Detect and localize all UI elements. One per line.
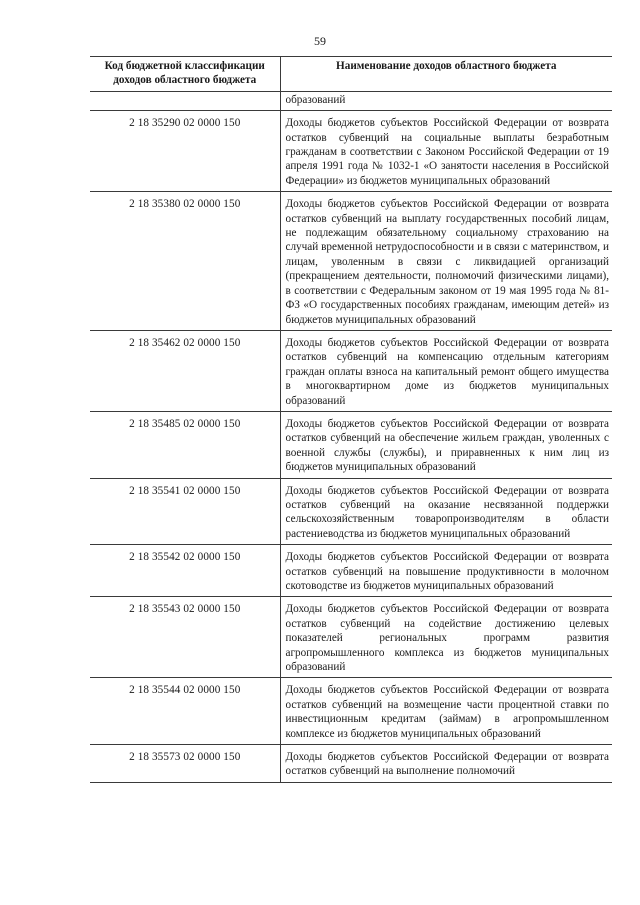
table-row xyxy=(90,678,612,745)
row-name: Доходы бюджетов субъектов Российской Федерации от возврата остатков субвенций на возмещение части процентной ставки по инвестиционным кредитам (займам) в агропромышленном комплексе из бюджетов муниципальных образований xyxy=(280,678,612,745)
row-code: 2 18 35544 02 0000 150 xyxy=(90,678,280,745)
row-name: Доходы бюджетов субъектов Российской Федерации от возврата остатков субвенций на оказание несвязанной поддержки сельскохозяйственным товаропроизводителям в области растениеводства из бюджетов муниципальных образований xyxy=(280,478,612,545)
table-row xyxy=(90,330,612,411)
row-name: Доходы бюджетов субъектов Российской Федерации от возврата остатков субвенций на повышение продуктивности в молочном скотоводстве из бюджетов муниципальных образований xyxy=(280,545,612,597)
row-name: образований xyxy=(280,91,612,110)
row-name: Доходы бюджетов субъектов Российской Федерации от возврата остатков субвенций на обеспечение жильем граждан, уволенных с военной службы (службы), и приравненных к ним лиц из бюджетов муниципальных образований xyxy=(280,411,612,478)
row-code: 2 18 35542 02 0000 150 xyxy=(90,545,280,597)
page-number: 59 xyxy=(314,34,326,48)
table-row xyxy=(90,597,612,678)
row-code: 2 18 35462 02 0000 150 xyxy=(90,330,280,411)
budget-classification-table xyxy=(90,56,612,783)
header-code: Код бюджетной классификации доходов областного бюджета xyxy=(90,57,280,92)
table-row xyxy=(90,545,612,597)
table-row xyxy=(90,745,612,783)
row-code: 2 18 35290 02 0000 150 xyxy=(90,111,280,192)
table-row xyxy=(90,192,612,331)
row-name: Доходы бюджетов субъектов Российской Федерации от возврата остатков субвенций на социальные выплаты безработным гражданам в соответствии с Законом Российской Федерации от 19 апреля 1991 года № 1032-1 «О занятости населения в Российской Федерации» из бюджетов муниципальных образований xyxy=(280,111,612,192)
row-code xyxy=(90,91,280,110)
row-code: 2 18 35380 02 0000 150 xyxy=(90,192,280,331)
row-name: Доходы бюджетов субъектов Российской Федерации от возврата остатков субвенций на выполнение полномочий xyxy=(280,745,612,783)
table-row xyxy=(90,111,612,192)
row-code: 2 18 35573 02 0000 150 xyxy=(90,745,280,783)
table-row xyxy=(90,478,612,545)
table-row xyxy=(90,411,612,478)
table-header-row xyxy=(90,57,612,92)
row-code: 2 18 35543 02 0000 150 xyxy=(90,597,280,678)
row-name: Доходы бюджетов субъектов Российской Федерации от возврата остатков субвенций на выплату государственных пособий лицам, не подлежащим обязательному социальному страхованию на случай временной нетрудоспособности и в связи с материнством, и лицам, уволенным в связи с ликвидацией организаций (прекращением деятельности, полномочий физическими лицами), в соответствии с Федеральным законом от 19 мая 1995 года № 81-ФЗ «О государственных пособиях гражданам, имеющим детей» из бюджетов муниципальных образований xyxy=(280,192,612,331)
row-code: 2 18 35485 02 0000 150 xyxy=(90,411,280,478)
row-code: 2 18 35541 02 0000 150 xyxy=(90,478,280,545)
table-row xyxy=(90,91,612,110)
row-name: Доходы бюджетов субъектов Российской Федерации от возврата остатков субвенций на содействие достижению целевых показателей региональных программ развития агропромышленного комплекса из бюджетов муниципальных образований xyxy=(280,597,612,678)
header-name: Наименование доходов областного бюджета xyxy=(280,57,612,92)
row-name: Доходы бюджетов субъектов Российской Федерации от возврата остатков субвенций на компенсацию отдельным категориям граждан оплаты взноса на капитальный ремонт общего имущества в многоквартирном доме из бюджетов муниципальных образований xyxy=(280,330,612,411)
